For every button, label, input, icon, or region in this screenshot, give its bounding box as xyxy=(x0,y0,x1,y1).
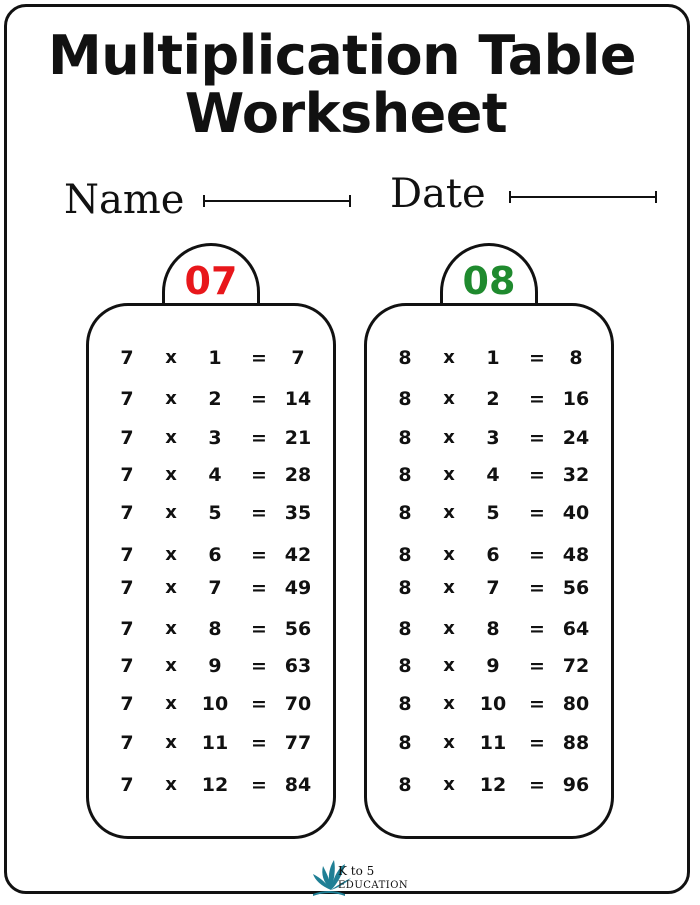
times-sign: x xyxy=(443,427,455,448)
product: 56 xyxy=(562,577,590,599)
multiplicand: 7 xyxy=(120,427,134,449)
product: 24 xyxy=(562,427,590,449)
page-title-line2: Worksheet xyxy=(184,82,508,145)
times-sign: x xyxy=(165,618,177,639)
equals-sign: = xyxy=(251,464,267,486)
multiplicand: 8 xyxy=(398,655,412,677)
table-row xyxy=(367,576,617,600)
multiplicand: 7 xyxy=(120,388,134,410)
product: 96 xyxy=(562,774,590,796)
equals-sign: = xyxy=(251,732,267,754)
multiplier: 11 xyxy=(479,732,507,754)
table-8-heading: 08 xyxy=(440,243,538,309)
multiplicand: 8 xyxy=(398,347,412,369)
times-sign: x xyxy=(165,502,177,523)
multiplier: 10 xyxy=(479,693,507,715)
multiplicand: 8 xyxy=(398,732,412,754)
equals-sign: = xyxy=(529,732,545,754)
multiplicand: 8 xyxy=(398,427,412,449)
table-row xyxy=(367,387,617,411)
equals-sign: = xyxy=(529,388,545,410)
product: 49 xyxy=(284,577,312,599)
times-sign: x xyxy=(165,464,177,485)
equals-sign: = xyxy=(529,502,545,524)
table-row xyxy=(89,387,339,411)
table-row xyxy=(89,731,339,755)
equals-sign: = xyxy=(251,502,267,524)
equals-sign: = xyxy=(251,544,267,566)
table-row xyxy=(367,463,617,487)
multiplier: 3 xyxy=(486,427,500,449)
product: 56 xyxy=(284,618,312,640)
times-sign: x xyxy=(443,347,455,368)
times-sign: x xyxy=(443,693,455,714)
times-sign: x xyxy=(443,774,455,795)
product: 88 xyxy=(562,732,590,754)
equals-sign: = xyxy=(251,693,267,715)
multiplicand: 8 xyxy=(398,464,412,486)
product: 32 xyxy=(562,464,590,486)
table-row xyxy=(367,654,617,678)
table-row xyxy=(89,617,339,641)
multiplier: 11 xyxy=(201,732,229,754)
table-row xyxy=(89,426,339,450)
page-title-line1: Multiplication Table xyxy=(48,24,636,87)
table-row xyxy=(367,426,617,450)
times-sign: x xyxy=(165,544,177,565)
table-row xyxy=(367,692,617,716)
equals-sign: = xyxy=(529,618,545,640)
equals-sign: = xyxy=(529,774,545,796)
date-field-line[interactable] xyxy=(509,196,657,198)
logo-text-k-to-5: K to 5 xyxy=(338,864,375,878)
times-sign: x xyxy=(443,544,455,565)
multiplier: 7 xyxy=(208,577,222,599)
multiplier: 12 xyxy=(201,774,229,796)
times-sign: x xyxy=(165,732,177,753)
multiplier: 5 xyxy=(208,502,222,524)
table-row xyxy=(89,773,339,797)
times-sign: x xyxy=(165,693,177,714)
multiplier: 12 xyxy=(479,774,507,796)
equals-sign: = xyxy=(251,618,267,640)
table-row xyxy=(367,731,617,755)
times-sign: x xyxy=(443,388,455,409)
logo-text-education: EDUCATION xyxy=(338,880,409,891)
date-label: Date xyxy=(390,171,486,217)
table-row xyxy=(89,654,339,678)
multiplier: 6 xyxy=(208,544,222,566)
table-row xyxy=(367,543,617,567)
product: 77 xyxy=(284,732,312,754)
table-row xyxy=(89,346,339,370)
table-row xyxy=(89,463,339,487)
table-row xyxy=(367,501,617,525)
multiplier: 4 xyxy=(486,464,500,486)
multiplier: 9 xyxy=(208,655,222,677)
product: 21 xyxy=(284,427,312,449)
multiplicand: 7 xyxy=(120,502,134,524)
name-field-line[interactable] xyxy=(203,200,351,202)
table-7-card xyxy=(86,303,336,839)
table-8-card xyxy=(364,303,614,839)
multiplicand: 7 xyxy=(120,774,134,796)
multiplier: 4 xyxy=(208,464,222,486)
product: 8 xyxy=(569,347,583,369)
times-sign: x xyxy=(165,774,177,795)
multiplicand: 8 xyxy=(398,693,412,715)
multiplier: 1 xyxy=(208,347,222,369)
equals-sign: = xyxy=(251,388,267,410)
product: 70 xyxy=(284,693,312,715)
times-sign: x xyxy=(443,577,455,598)
equals-sign: = xyxy=(529,544,545,566)
equals-sign: = xyxy=(251,427,267,449)
equals-sign: = xyxy=(251,655,267,677)
equals-sign: = xyxy=(251,347,267,369)
equals-sign: = xyxy=(529,655,545,677)
name-label: Name xyxy=(64,177,185,223)
multiplier: 8 xyxy=(486,618,500,640)
table-row xyxy=(367,346,617,370)
times-sign: x xyxy=(165,577,177,598)
multiplicand: 7 xyxy=(120,544,134,566)
product: 40 xyxy=(562,502,590,524)
equals-sign: = xyxy=(529,577,545,599)
times-sign: x xyxy=(165,427,177,448)
product: 28 xyxy=(284,464,312,486)
times-sign: x xyxy=(165,655,177,676)
multiplicand: 7 xyxy=(120,618,134,640)
multiplicand: 8 xyxy=(398,577,412,599)
product: 64 xyxy=(562,618,590,640)
times-sign: x xyxy=(443,618,455,639)
equals-sign: = xyxy=(529,464,545,486)
equals-sign: = xyxy=(529,347,545,369)
multiplicand: 7 xyxy=(120,693,134,715)
product: 63 xyxy=(284,655,312,677)
table-row xyxy=(89,576,339,600)
table-row xyxy=(89,692,339,716)
multiplicand: 8 xyxy=(398,544,412,566)
times-sign: x xyxy=(443,502,455,523)
multiplicand: 8 xyxy=(398,502,412,524)
product: 80 xyxy=(562,693,590,715)
product: 72 xyxy=(562,655,590,677)
product: 42 xyxy=(284,544,312,566)
multiplier: 3 xyxy=(208,427,222,449)
product: 16 xyxy=(562,388,590,410)
times-sign: x xyxy=(443,464,455,485)
times-sign: x xyxy=(165,388,177,409)
table-7-heading: 07 xyxy=(162,243,260,309)
times-sign: x xyxy=(443,732,455,753)
product: 14 xyxy=(284,388,312,410)
multiplicand: 8 xyxy=(398,618,412,640)
multiplier: 8 xyxy=(208,618,222,640)
multiplier: 2 xyxy=(486,388,500,410)
multiplier: 1 xyxy=(486,347,500,369)
times-sign: x xyxy=(165,347,177,368)
product: 48 xyxy=(562,544,590,566)
product: 35 xyxy=(284,502,312,524)
equals-sign: = xyxy=(251,774,267,796)
multiplier: 9 xyxy=(486,655,500,677)
multiplier: 5 xyxy=(486,502,500,524)
equals-sign: = xyxy=(529,693,545,715)
multiplier: 2 xyxy=(208,388,222,410)
multiplier: 7 xyxy=(486,577,500,599)
table-row xyxy=(89,543,339,567)
multiplicand: 8 xyxy=(398,774,412,796)
multiplicand: 8 xyxy=(398,388,412,410)
equals-sign: = xyxy=(529,427,545,449)
multiplicand: 7 xyxy=(120,655,134,677)
table-row xyxy=(367,617,617,641)
multiplicand: 7 xyxy=(120,347,134,369)
multiplier: 6 xyxy=(486,544,500,566)
multiplier: 10 xyxy=(201,693,229,715)
table-row xyxy=(367,773,617,797)
multiplicand: 7 xyxy=(120,464,134,486)
multiplicand: 7 xyxy=(120,577,134,599)
equals-sign: = xyxy=(251,577,267,599)
times-sign: x xyxy=(443,655,455,676)
multiplicand: 7 xyxy=(120,732,134,754)
product: 84 xyxy=(284,774,312,796)
product: 7 xyxy=(291,347,305,369)
table-row xyxy=(89,501,339,525)
